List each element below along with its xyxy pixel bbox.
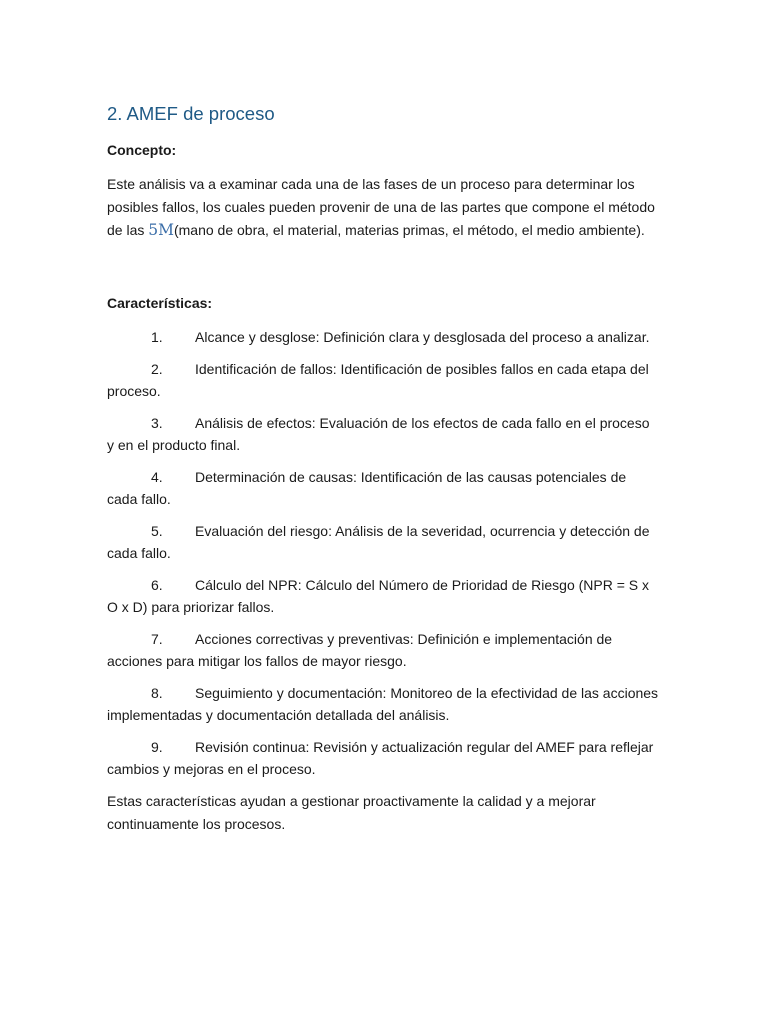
concept-paragraph bbox=[107, 173, 659, 242]
feature-text: Revisión continua: Revisión y actualización regular del AMEF para reflejar cambios y mejoras en el proceso. bbox=[107, 739, 654, 777]
section-heading: 2. AMEF de proceso bbox=[107, 103, 275, 124]
document-page bbox=[107, 100, 659, 836]
feature-text: Análisis de efectos: Evaluación de los efectos de cada fallo en el proceso y en el producto final. bbox=[107, 415, 650, 453]
features-label: Características: bbox=[107, 295, 213, 311]
feature-text: Identificación de fallos: Identificación de posibles fallos en cada etapa del proceso. bbox=[107, 361, 649, 399]
concept-text-after: (mano de obra, el material, materias primas, el método, el medio ambiente). bbox=[173, 222, 645, 238]
feature-text: Determinación de causas: Identificación de las causas potenciales de cada fallo. bbox=[107, 469, 627, 507]
feature-item bbox=[107, 574, 659, 618]
closing-paragraph: Estas características ayudan a gestionar proactivamente la calidad y a mejorar continuamente los procesos. bbox=[107, 793, 596, 832]
concept-label: Concepto: bbox=[107, 142, 177, 158]
feature-item bbox=[107, 736, 659, 780]
feature-text: Seguimiento y documentación: Monitoreo de la efectividad de las acciones implementadas y documentación detallada del análisis. bbox=[107, 685, 659, 723]
feature-item bbox=[107, 520, 659, 564]
feature-number: 2. bbox=[151, 361, 163, 377]
feature-number: 1. bbox=[151, 329, 163, 345]
5m-link[interactable]: 5M bbox=[148, 221, 174, 239]
feature-number: 7. bbox=[151, 631, 163, 647]
feature-text: Acciones correctivas y preventivas: Definición e implementación de acciones para mitigar los fallos de mayor riesgo. bbox=[107, 631, 613, 669]
feature-item bbox=[107, 326, 659, 348]
feature-item bbox=[107, 466, 659, 510]
feature-text: Cálculo del NPR: Cálculo del Número de Prioridad de Riesgo (NPR = S x O x D) para priorizar fallos. bbox=[107, 577, 650, 615]
feature-text: Evaluación del riesgo: Análisis de la severidad, ocurrencia y detección de cada fallo. bbox=[107, 523, 650, 561]
feature-item bbox=[107, 682, 659, 726]
feature-number: 9. bbox=[151, 739, 163, 755]
concept-text-before: Este análisis va a examinar cada una de las fases de un proceso para determinar los posibles fallos, los cuales pueden provenir de una de las partes que compone el método de las bbox=[107, 176, 655, 238]
feature-number: 6. bbox=[151, 577, 163, 593]
feature-number: 3. bbox=[151, 415, 163, 431]
feature-item bbox=[107, 628, 659, 672]
paragraph-spacer bbox=[107, 242, 659, 293]
feature-text: Alcance y desglose: Definición clara y desglosada del proceso a analizar. bbox=[195, 329, 650, 345]
feature-number: 8. bbox=[151, 685, 163, 701]
feature-number: 5. bbox=[151, 523, 163, 539]
features-list bbox=[107, 326, 659, 780]
feature-item bbox=[107, 358, 659, 402]
feature-number: 4. bbox=[151, 469, 163, 485]
feature-item bbox=[107, 412, 659, 456]
